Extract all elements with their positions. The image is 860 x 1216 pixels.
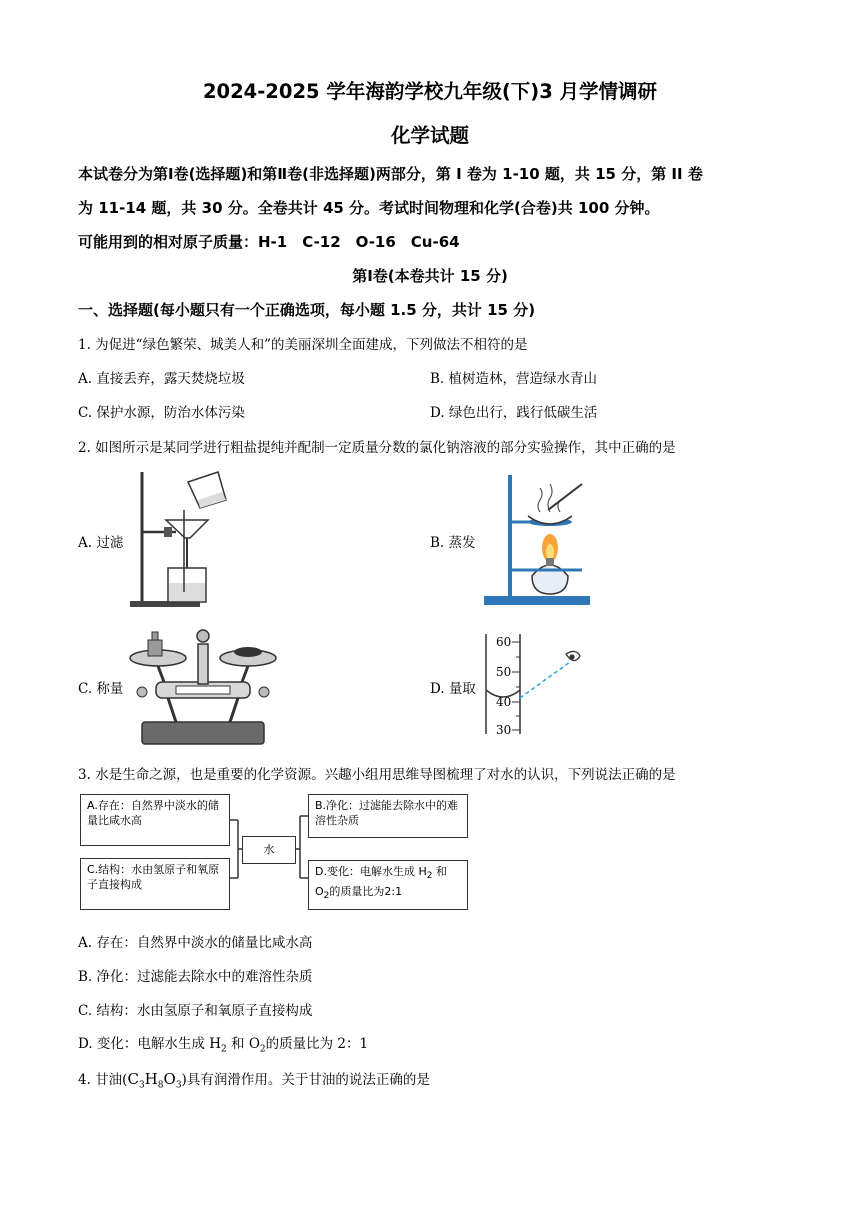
tick-label-50: 50 bbox=[496, 665, 512, 679]
q1-option-a[interactable]: A. 直接丢弃，露天焚烧垃圾 bbox=[78, 371, 245, 387]
mind-map-node-d-pre: D.变化：电解水生成 H bbox=[315, 865, 427, 878]
intro-line-2: 为 11-14 题，共 30 分。全卷共计 45 分。考试时间物理和化学(合卷)共 100 分钟。 bbox=[78, 199, 660, 217]
q4-stem bbox=[78, 1068, 430, 1091]
q3-option-d-pre: D. 变化：电解水生成 H bbox=[78, 1036, 221, 1052]
tick-label-40: 40 bbox=[496, 695, 512, 709]
q3-sub-h: 2 bbox=[221, 1044, 227, 1055]
exam-subtitle: 化学试题 bbox=[390, 124, 469, 147]
tick-label-30: 30 bbox=[496, 723, 512, 737]
q1-option-c[interactable]: C. 保护水源，防治水体污染 bbox=[78, 405, 245, 421]
q2-option-a[interactable]: A. 过滤 bbox=[78, 535, 124, 551]
mind-map-center bbox=[242, 836, 296, 864]
mind-map-sub-o: 2 bbox=[323, 891, 330, 902]
mind-map-node-b-text: B.净化：过滤能去除水中的难溶性杂质 bbox=[315, 799, 459, 827]
q3-option-d-post: 的质量比为 2：1 bbox=[265, 1036, 369, 1052]
mind-map-node-d bbox=[308, 860, 468, 910]
q3-option-b[interactable]: B. 净化：过滤能去除水中的难溶性杂质 bbox=[78, 969, 313, 985]
balance-figure bbox=[128, 622, 278, 747]
q2-option-b[interactable]: B. 蒸发 bbox=[430, 535, 476, 551]
mind-map-node-a-text: A.存在：自然界中淡水的储量比咸水高 bbox=[87, 799, 219, 827]
exam-title: 2024-2025 学年海韵学校九年级(下)3 月学情调研 bbox=[202, 80, 658, 103]
mind-map-center-text: 水 bbox=[263, 843, 275, 856]
mind-map-node-d-mid: 和 O bbox=[315, 865, 447, 899]
filtration-figure bbox=[128, 470, 233, 610]
formula-o-sub: 3 bbox=[175, 1080, 182, 1091]
mind-map-node-c bbox=[80, 858, 230, 910]
q3-option-d[interactable] bbox=[78, 1032, 368, 1055]
intro-line-1: 本试卷分为第Ⅰ卷(选择题)和第Ⅱ卷(非选择题)两部分，第 I 卷为 1-10 题，共 15 分，第 II 卷 bbox=[78, 165, 703, 183]
q3-stem: 3. 水是生命之源，也是重要的化学资源。兴趣小组用思维导图梳理了对水的认识，下列说法正确的是 bbox=[78, 767, 676, 783]
q2-option-d[interactable]: D. 量取 bbox=[430, 681, 476, 697]
mind-map-node-c-text: C.结构：水由氢原子和氧原子直接构成 bbox=[87, 863, 220, 891]
formula-o: O bbox=[163, 1070, 176, 1088]
evaporation-figure bbox=[482, 472, 594, 607]
mind-map-node-d-post: 的质量比为2:1 bbox=[329, 885, 403, 899]
q2-stem: 2. 如图所示是某同学进行粗盐提纯并配制一定质量分数的氯化钠溶液的部分实验操作，其中正确的是 bbox=[78, 440, 676, 456]
mind-map-node-b bbox=[308, 794, 468, 838]
q1-stem: 1. 为促进“绿色繁荣、城美人和”的美丽深圳全面建成，下列做法不相符的是 bbox=[78, 337, 528, 353]
formula-h: H bbox=[144, 1070, 158, 1088]
q3-option-d-mid: 和 O bbox=[226, 1036, 260, 1052]
formula-c: C bbox=[127, 1070, 139, 1088]
q3-option-c[interactable]: C. 结构：水由氢原子和氧原子直接构成 bbox=[78, 1003, 313, 1019]
part1-heading: 第Ⅰ卷(本卷共计 15 分) bbox=[352, 267, 508, 285]
formula-h-sub: 8 bbox=[157, 1080, 164, 1091]
q4-stem-pre: 4. 甘油( bbox=[78, 1072, 128, 1088]
q1-option-b[interactable]: B. 植树造林，营造绿水青山 bbox=[430, 371, 598, 387]
tick-label-60: 60 bbox=[496, 635, 512, 649]
formula-c-sub: 3 bbox=[138, 1080, 145, 1091]
q2-option-c[interactable]: C. 称量 bbox=[78, 681, 124, 697]
q3-option-a[interactable]: A. 存在：自然界中淡水的储量比咸水高 bbox=[78, 935, 313, 951]
mind-map-node-a bbox=[80, 794, 230, 846]
q4-stem-post: )具有润滑作用。关于甘油的说法正确的是 bbox=[181, 1072, 430, 1088]
atomic-mass-line: 可能用到的相对原子质量：H-1 C-12 O-16 Cu-64 bbox=[78, 233, 460, 251]
mind-map-sub-h: 2 bbox=[426, 871, 433, 882]
section-heading: 一、选择题(每小题只有一个正确选项，每小题 1.5 分，共计 15 分) bbox=[78, 301, 536, 319]
q3-sub-o: 2 bbox=[259, 1044, 266, 1055]
q1-option-d[interactable]: D. 绿色出行，践行低碳生活 bbox=[430, 405, 598, 421]
